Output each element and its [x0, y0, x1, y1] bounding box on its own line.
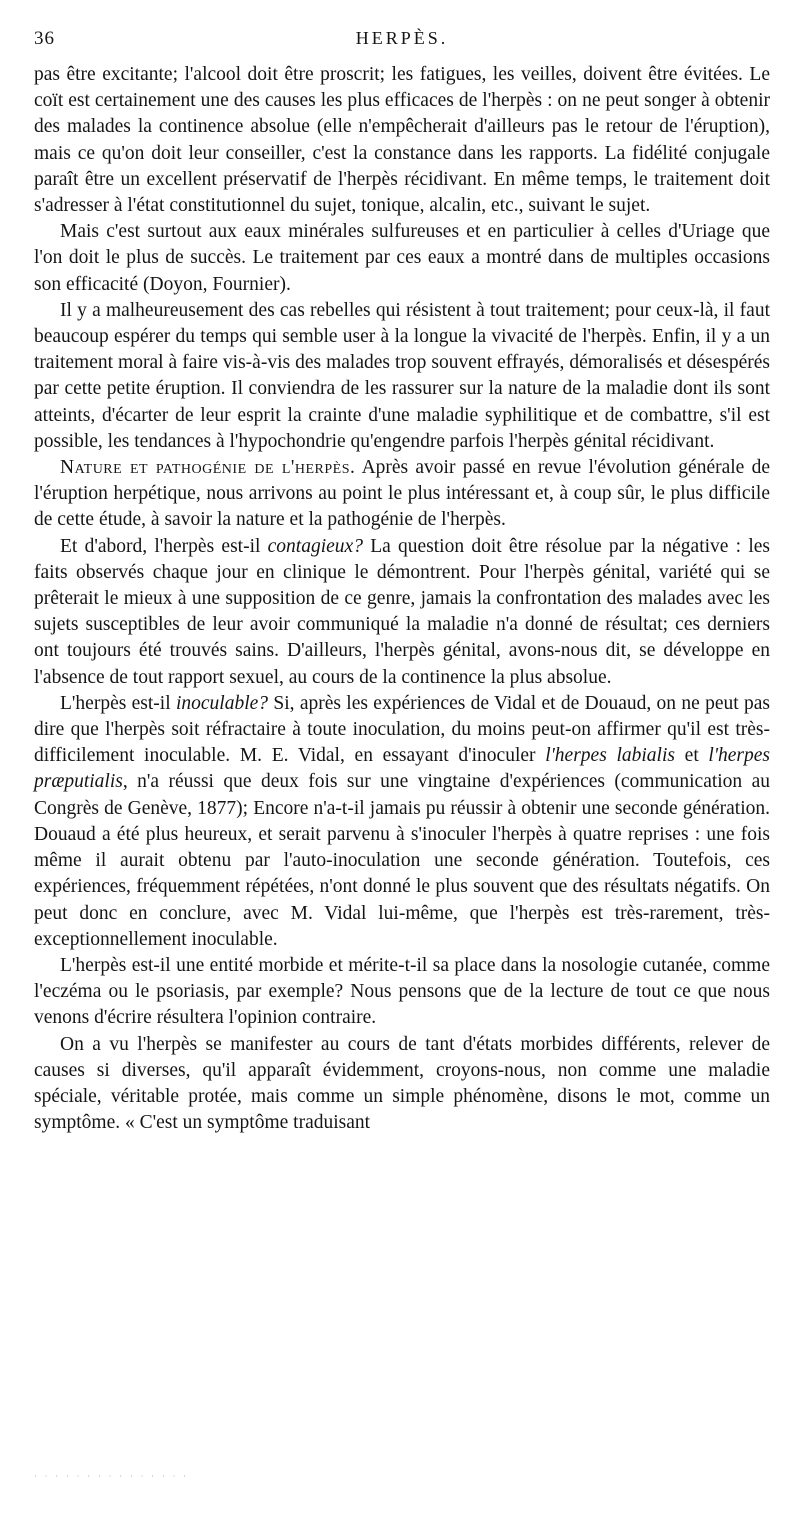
paragraph-6-text-c: et [674, 745, 709, 767]
emphasis-inoculable: inoculable? [175, 692, 269, 714]
running-header [34, 28, 770, 62]
paragraph-5-text-b: La question doit être résolue par la négative : les faits observés chaque jour en clinique le démontrent. Pour l'herpès génital, variété qui se prêterait le mieux à une supposition de ce genre, jamais la confrontation des malades avec les sujets susceptibles de leur avoir communiqué la maladie n'a donné de résultat; ces derniers ont toujours été trouvés sains. D'ailleurs, l'herpès génital, avons-nous dit, se développe en l'absence de tout rapport sexuel, au cours de la continence la plus absolue. [34, 535, 770, 688]
paragraph-6 [34, 691, 770, 953]
paragraph-5-text-a: Et d'abord, l'herpès est-il [60, 535, 268, 557]
paragraph-4-text: Après avoir passé en revue l'évolution générale de l'éruption herpétique, nous arrivons au point le plus intéressant et, à coup sûr, le plus difficile de cette étude, à savoir la nature et la pathogénie de l'herpès. [34, 457, 770, 531]
emphasis-herpes-labialis: l'herpes labialis [545, 745, 675, 767]
emphasis-contagieux: contagieux? [267, 535, 363, 557]
paragraph-6-text-d: , n'a réussi que deux fois sur une vingtaine d'expériences (communication au Congrès de Genève, 1877); Encore n'a-t-il jamais pu réussir à obtenir une seconde génération. Douaud a été plus heureux, et serait parvenu à s'inoculer l'herpès à quatre reprises : une fois même il aurait obtenu par l'auto-inoculation une seconde génération. Toutefois, ces expériences, fréquemment répétées, n'ont donné le plus souvent que des résultats négatifs. On peut donc en conclure, avec M. Vidal lui-même, que l'herpès est très-rarement, très-exceptionnellement inoculable. [34, 771, 770, 950]
paragraph-6-text-a: L'herpès est-il [60, 692, 176, 714]
paragraph-2: Mais c'est surtout aux eaux minérales sulfureuses et en particulier à celles d'Uriage que l'on doit le plus de succès. Le traitement par ces eaux a montré dans de multiples occasions son efficacité (Doyon, Fournier). [34, 221, 770, 295]
paragraph-5 [34, 534, 770, 691]
paragraph-6-text-b: Si, après les expériences de Vidal et de Douaud, on ne peut pas dire que l'herpès soit réfractaire à toute inoculation, du moins peut-on affirmer qu'il est très-difficilement inoculable. M. E. Vidal, en essayant d'inoculer [34, 692, 771, 767]
print-speckles: · · · · · · · · · · · · · · · [34, 1472, 189, 1481]
page-number: 36 [34, 28, 55, 49]
body-text [34, 62, 770, 1136]
paragraph-8: On a vu l'herpès se manifester au cours de tant d'états morbides différents, relever de causes si diverses, qu'il apparaît évidemment, croyons-nous, non comme une maladie spéciale, véritable protée, mais comme un simple phénomène, disons le mot, comme un symptôme. « C'est un symptôme traduisant [34, 1033, 770, 1134]
section-heading: Nature et pathogénie de l'herpès. [60, 457, 356, 479]
paragraph-1: pas être excitante; l'alcool doit être proscrit; les fatigues, les veilles, doivent être évitées. Le coït est certainement une des causes les plus efficaces de l'herpès : on ne peut songer à obtenir des malades la continence absolue (elle n'empêcherait d'ailleurs pas le retour de l'éruption), mais ce qu'on doit leur conseiller, c'est la constance dans les rapports. La fidélité conjugale paraît être un excellent préservatif de l'herpès récidivant. En même temps, le traitement doit s'adresser à l'état constitutionnel du sujet, tonique, alcalin, etc., suivant le sujet. [34, 64, 770, 217]
paragraph-4 [34, 455, 770, 534]
emphasis-herpes-praeputialis: l'herpes præputialis [34, 745, 770, 793]
running-title: HERPÈS. [355, 28, 449, 48]
paragraph-7: L'herpès est-il une entité morbide et mérite-t-il sa place dans la nosologie cutanée, comme l'eczéma ou le psoriasis, par exemple? Nous pensons que de la lecture de tout ce que nous venons d'écrire résultera l'opinion contraire. [34, 954, 770, 1029]
paragraph-3: Il y a malheureusement des cas rebelles qui résistent à tout traitement; pour ceux-là, il faut beaucoup espérer du temps qui semble user à la longue la vivacité de l'herpès. Enfin, il y a un traitement moral à faire vis-à-vis des malades trop souvent effrayés, démoralisés et désespérés par cette petite éruption. Il conviendra de les rassurer sur la nature de la maladie dont ils sont atteints, d'écarter de leur esprit la crainte d'une maladie syphilitique et de combattre, s'il est possible, les tendances à l'hypochondrie qu'engendre parfois l'herpès génital récidivant. [34, 299, 770, 452]
